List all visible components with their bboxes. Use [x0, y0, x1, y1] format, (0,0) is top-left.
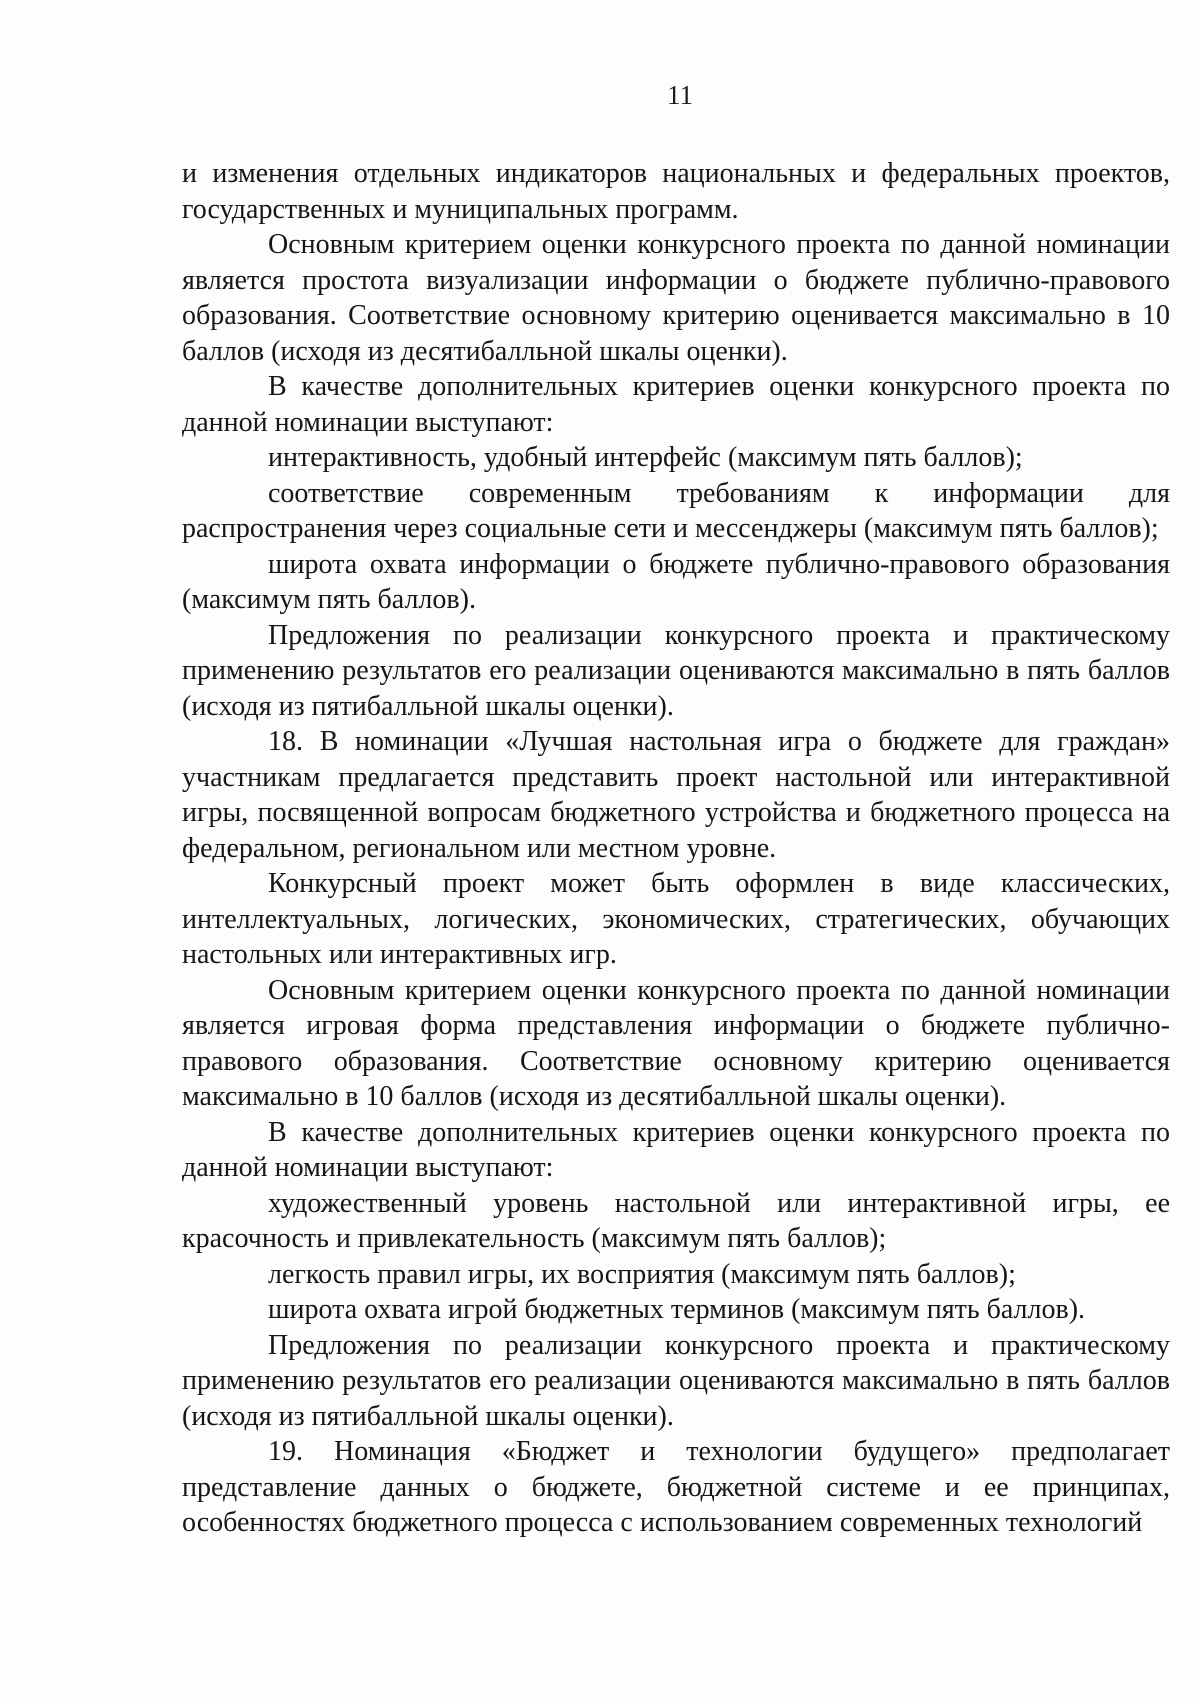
paragraph-main-criterion-game: Основным критерием оценки конкурсного проекта по данной номинации является игровая форма представления информации о бюджете публично-правового образования. Соответствие основному критерию оценивается максимально в 10 баллов (исходя из десятибалльной шкалы оценки). [182, 974, 1170, 1112]
paragraph-project-format: Конкурсный проект может быть оформлен в виде классических, интеллектуальных, логических, экономических, стратегических, обучающих настольных или интерактивных игр. [182, 868, 1170, 970]
criterion-item-social-networks: соответствие современным требованиям к информации для распространения через социальные сети и мессенджеры (максимум пять баллов); [182, 477, 1170, 544]
paragraph-additional-criteria-intro: В качестве дополнительных критериев оценки конкурсного проекта по данной номинации выступают: [182, 371, 1170, 438]
paragraph-proposals: Предложения по реализации конкурсного проекта и практическому применению результатов его реализации оцениваются максимально в пять баллов (исходя из пятибалльной шкалы оценки). [182, 619, 1170, 722]
paragraph-main-criterion: Основным критерием оценки конкурсного проекта по данной номинации является простота визуализации информации о бюджете публично-правового образования. Соответствие основному критерию оценивается максимально в 10 баллов (исходя из десятибалльной шкалы оценки). [182, 229, 1170, 367]
paragraph-continuation: и изменения отдельных индикаторов национальных и федеральных проектов, государственных и муниципальных программ. [182, 158, 1170, 225]
paragraph-additional-criteria-intro-game: В качестве дополнительных критериев оценки конкурсного проекта по данной номинации выступают: [182, 1116, 1170, 1183]
criterion-item-terms-coverage: широта охвата игрой бюджетных терминов (максимум пять баллов). [268, 1294, 1086, 1325]
document-body [182, 156, 1170, 1541]
paragraph-proposals-game: Предложения по реализации конкурсного проекта и практическому применению результатов его реализации оцениваются максимально в пять баллов (исходя из пятибалльной шкалы оценки). [182, 1329, 1170, 1432]
criterion-item-rules: легкость правил игры, их восприятия (максимум пять баллов); [268, 1258, 1016, 1290]
paragraph-item-18: 18. В номинации «Лучшая настольная игра о бюджете для граждан» участникам предлагается представить проект настольной или интерактивной игры, посвященной вопросам бюджетного устройства и бюджетного процесса на федеральном, региональном или местном уровне. [182, 726, 1170, 864]
criterion-item-artistic-level: художественный уровень настольной или интерактивной игры, ее красочность и привлекательность (максимум пять баллов); [182, 1187, 1170, 1254]
criterion-item-interactivity: интерактивность, удобный интерфейс (максимум пять баллов); [268, 442, 1023, 473]
page-number: 11 [667, 80, 693, 110]
paragraph-item-19: 19. Номинация «Бюджет и технологии будущего» предполагает представление данных о бюджете, бюджетной системе и ее принципах, особенностях бюджетного процесса с использованием современных технологий [182, 1436, 1170, 1538]
criterion-item-coverage: широта охвата информации о бюджете публично-правового образования (максимум пять баллов). [182, 548, 1170, 615]
